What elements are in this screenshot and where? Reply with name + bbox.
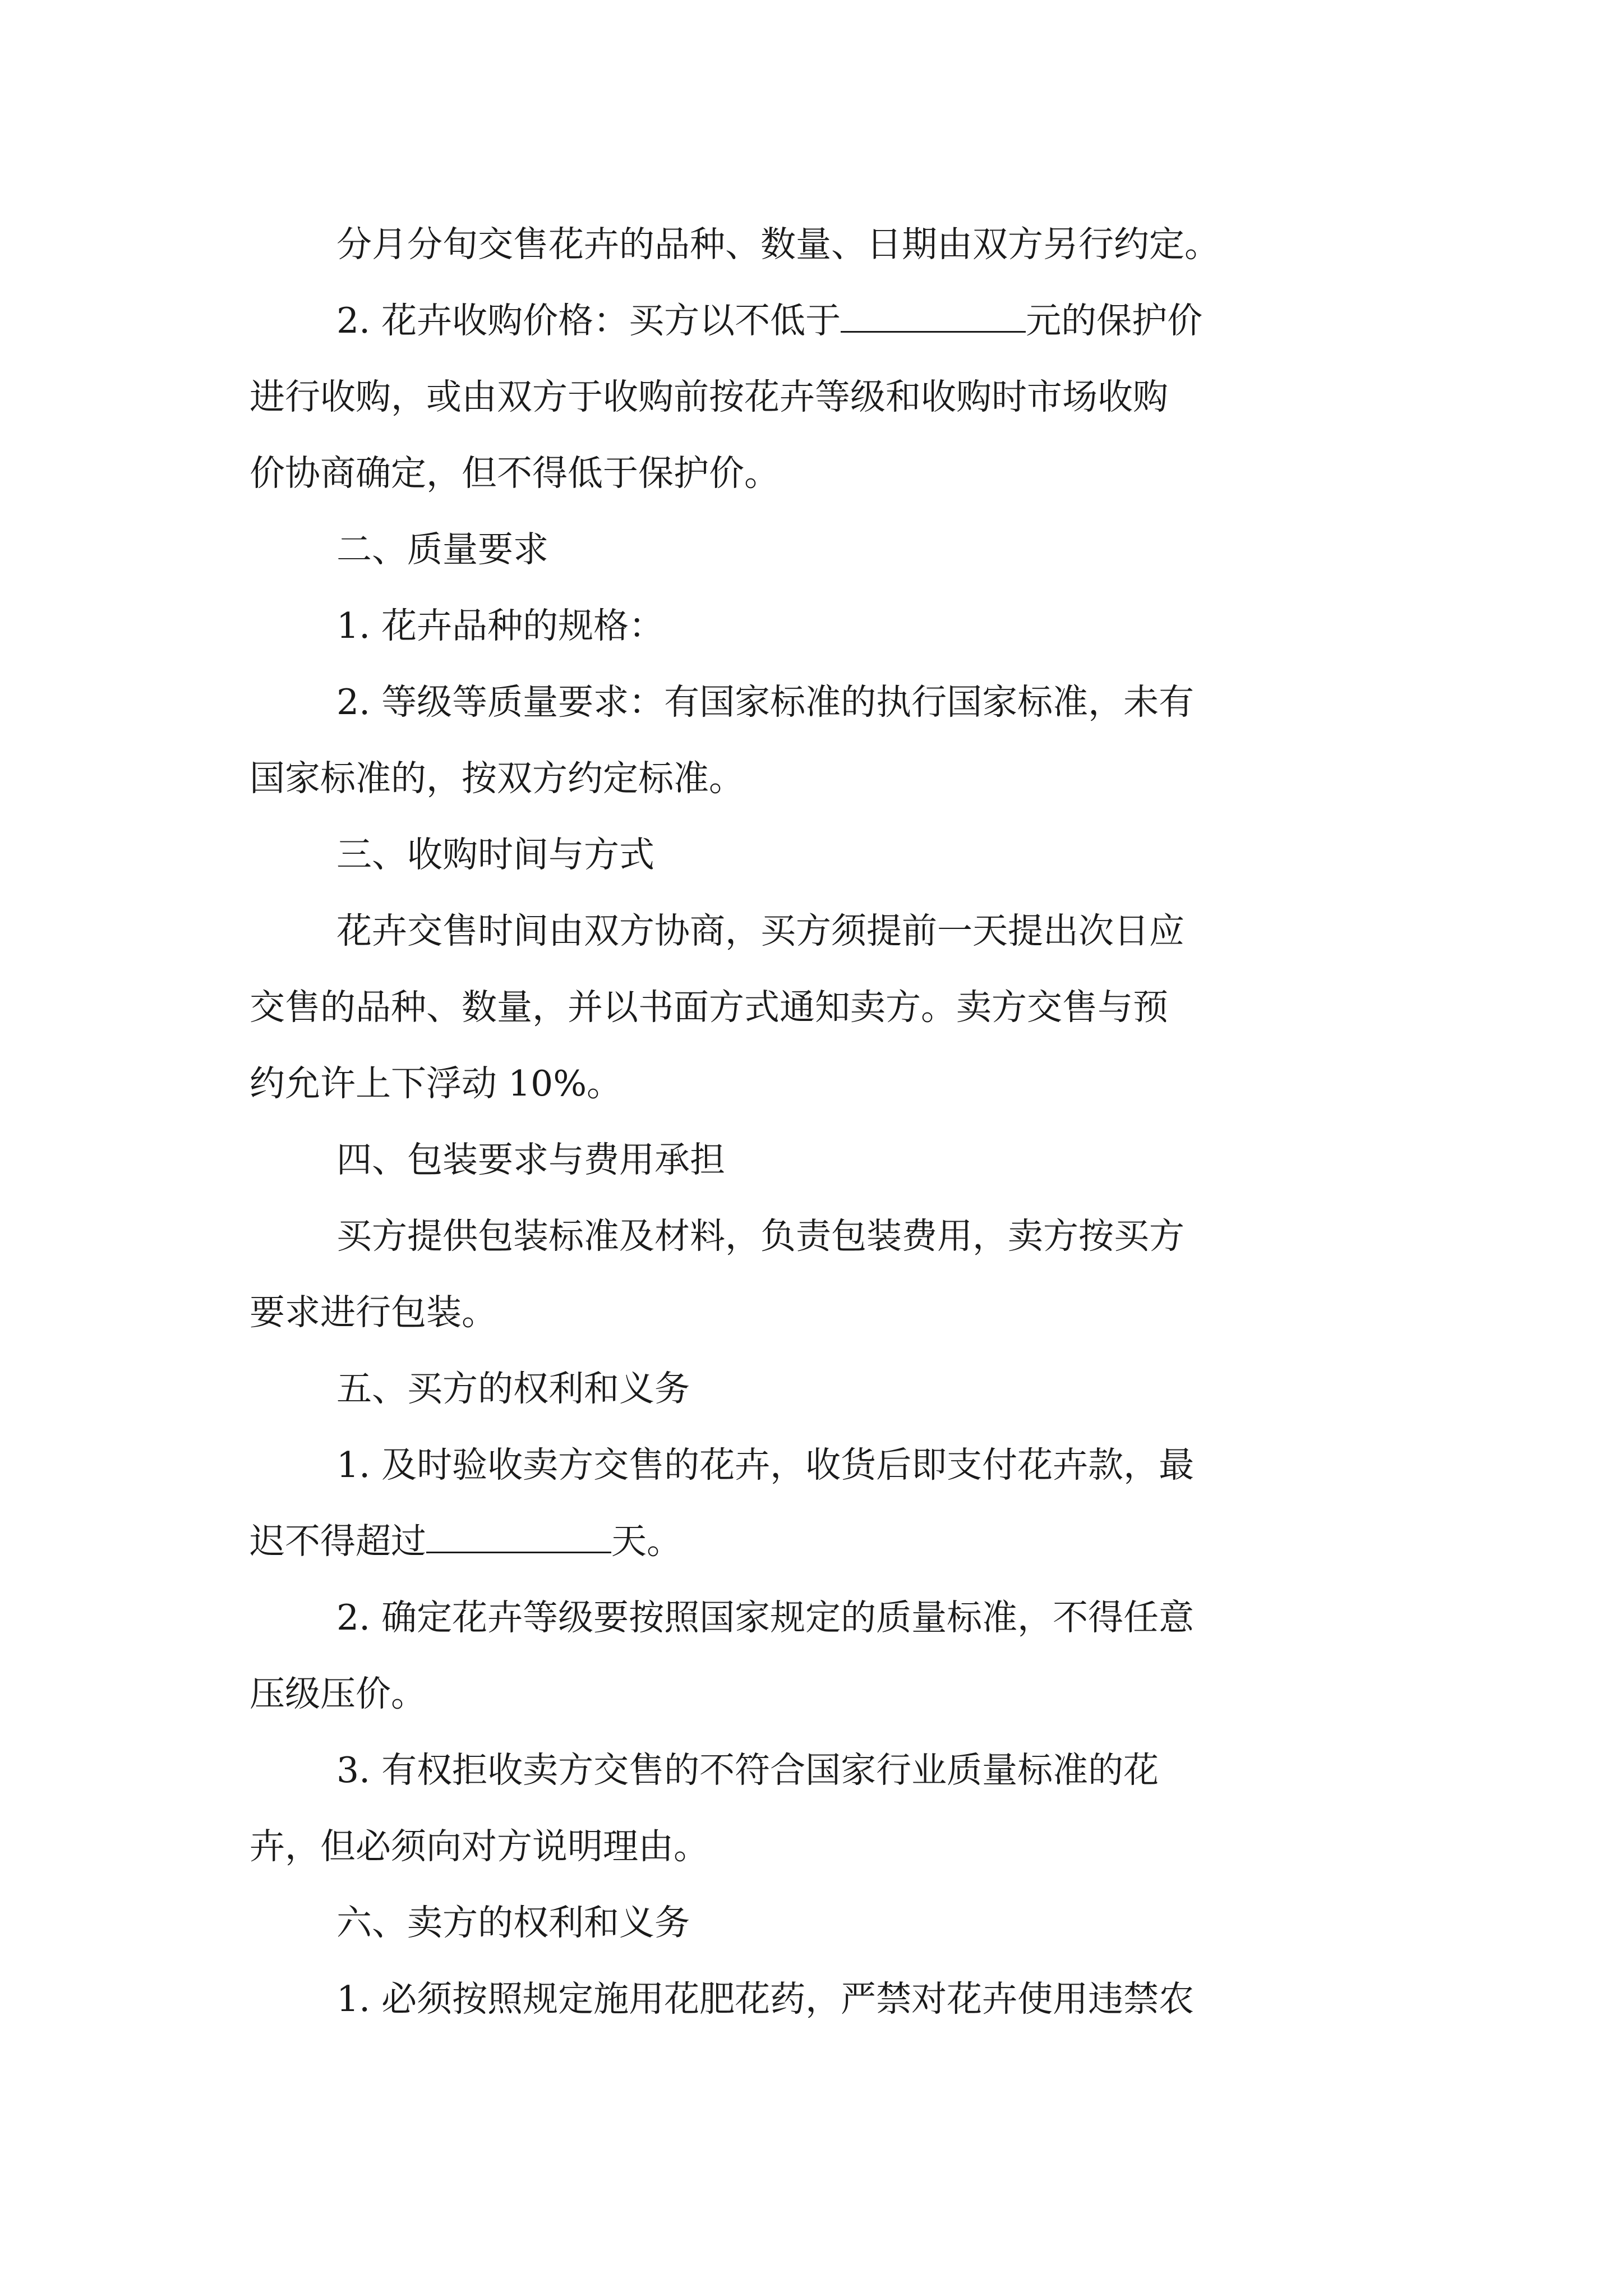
paragraph-line <box>250 969 1517 1046</box>
paragraph-line <box>336 1732 1514 1809</box>
section-heading <box>336 1885 1514 1961</box>
text-line: 1. 必须按照规定施用花肥花药，严禁对花卉使用违禁农 <box>336 1978 1195 2019</box>
text-line: 交售的品种、数量，并以书面方式通知卖方。卖方交售与预 <box>250 987 1168 1028</box>
section-heading <box>336 1122 1514 1198</box>
text-line: 1. 及时验收卖方交售的花卉，收货后即支付花卉款，最 <box>336 1444 1195 1485</box>
text-line: 价协商确定，但不得低于保护价。 <box>250 453 780 494</box>
paragraph-line <box>250 359 1517 435</box>
text-line: 六、卖方的权利和义务 <box>336 1902 690 1943</box>
text-line: 要求进行包装。 <box>250 1292 497 1333</box>
section-heading <box>336 1351 1514 1427</box>
text-line: 花卉交售时间由双方协商，买方须提前一天提出次日应 <box>336 910 1184 951</box>
text-line: 1. 花卉品种的规格： <box>336 605 665 646</box>
text-line: 2. 确定花卉等级要按照国家规定的质量标准，不得任意 <box>336 1597 1195 1638</box>
text-line: 约允许上下浮动 10%。 <box>250 1063 623 1104</box>
text-line: 四、包装要求与费用承担 <box>336 1139 725 1180</box>
paragraph-line <box>250 1046 1517 1122</box>
fill-in-blank <box>426 1518 611 1553</box>
text-line: 天。 <box>611 1521 682 1562</box>
section-heading <box>336 512 1514 588</box>
paragraph-line <box>250 435 1517 512</box>
text-line: 迟不得超过 <box>250 1521 426 1562</box>
text-line: 国家标准的，按双方约定标准。 <box>250 758 744 799</box>
text-line: 元的保护价 <box>1026 300 1203 341</box>
paragraph-line <box>336 283 1514 359</box>
paragraph-line <box>250 1809 1517 1885</box>
text-line: 3. 有权拒收卖方交售的不符合国家行业质量标准的花 <box>336 1750 1159 1791</box>
paragraph-line <box>336 1198 1514 1274</box>
text-line: 压级压价。 <box>250 1673 426 1714</box>
paragraph-line <box>250 1656 1517 1732</box>
paragraph-line <box>336 1427 1514 1503</box>
paragraph-line <box>336 664 1514 740</box>
text-line: 2. 花卉收购价格：买方以不低于 <box>336 300 841 341</box>
text-line: 卉，但必须向对方说明理由。 <box>250 1826 709 1867</box>
text-line: 五、买方的权利和义务 <box>336 1368 690 1409</box>
text-line: 进行收购，或由双方于收购前按花卉等级和收购时市场收购 <box>250 376 1168 417</box>
paragraph-line <box>336 893 1514 969</box>
fill-in-blank <box>841 297 1026 333</box>
paragraph-line <box>250 1274 1517 1351</box>
paragraph-line <box>336 588 1514 664</box>
text-line: 买方提供包装标准及材料，负责包装费用，卖方按买方 <box>336 1216 1184 1257</box>
paragraph-line <box>336 1961 1514 2037</box>
paragraph-line <box>336 206 1514 283</box>
text-line: 三、收购时间与方式 <box>336 834 654 875</box>
paragraph-line <box>250 1503 1517 1580</box>
text-line: 2. 等级等质量要求：有国家标准的执行国家标准，未有 <box>336 682 1195 723</box>
paragraph-line <box>336 1580 1514 1656</box>
paragraph-line <box>250 740 1517 817</box>
section-heading <box>336 817 1514 893</box>
text-line: 分月分旬交售花卉的品种、数量、日期由双方另行约定。 <box>336 224 1220 265</box>
text-line: 二、质量要求 <box>336 529 548 570</box>
